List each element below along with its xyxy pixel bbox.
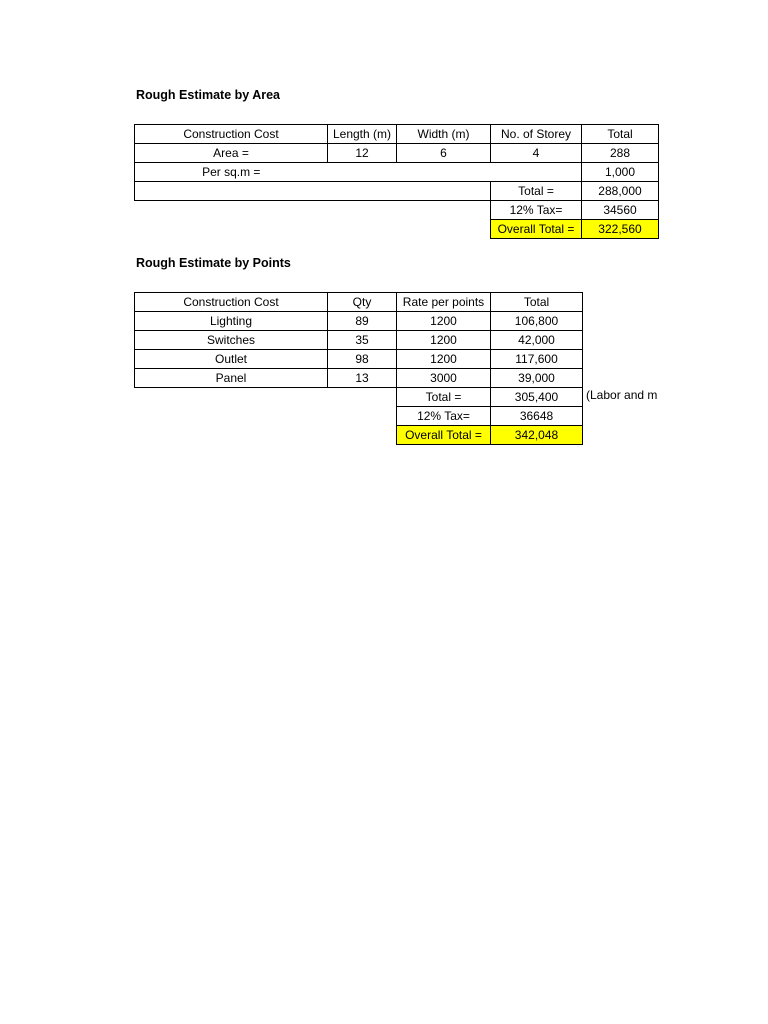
- item-rate: 3000: [397, 369, 491, 388]
- item-rate: 1200: [397, 331, 491, 350]
- total-empty: [135, 182, 491, 201]
- table-row: [135, 331, 583, 350]
- table-row: [135, 350, 583, 369]
- points-overall-value: 342,048: [491, 426, 583, 445]
- header-storey: No. of Storey: [491, 125, 582, 144]
- blank-cell: [135, 407, 397, 426]
- table-header-row: [135, 125, 659, 144]
- area-overall-value: 322,560: [582, 220, 659, 239]
- item-qty: 89: [328, 312, 397, 331]
- table-row: [135, 426, 583, 445]
- item-total: 39,000: [491, 369, 583, 388]
- header-rate: Rate per points: [397, 293, 491, 312]
- item-total: 106,800: [491, 312, 583, 331]
- area-total-label: Total =: [491, 182, 582, 201]
- points-total-value: 305,400: [491, 388, 583, 407]
- table-header-row: [135, 293, 583, 312]
- area-estimate-table: [134, 124, 659, 239]
- item-total: 42,000: [491, 331, 583, 350]
- item-name: Switches: [135, 331, 328, 350]
- header-length: Length (m): [328, 125, 397, 144]
- table-row: [135, 201, 659, 220]
- item-name: Outlet: [135, 350, 328, 369]
- per-sqm-value: 1,000: [582, 163, 659, 182]
- area-width: 6: [397, 144, 491, 163]
- points-tax-value: 36648: [491, 407, 583, 426]
- points-estimate-title: Rough Estimate by Points: [136, 256, 291, 270]
- area-overall-label: Overall Total =: [491, 220, 582, 239]
- item-qty: 35: [328, 331, 397, 350]
- header-total: Total: [582, 125, 659, 144]
- item-total: 117,600: [491, 350, 583, 369]
- table-row: [135, 182, 659, 201]
- item-rate: 1200: [397, 312, 491, 331]
- area-storey: 4: [491, 144, 582, 163]
- item-qty: 98: [328, 350, 397, 369]
- points-estimate-table: [134, 292, 583, 445]
- blank-cell: [135, 388, 397, 407]
- per-sqm-label: Per sq.m =: [135, 163, 328, 182]
- points-total-label: Total =: [397, 388, 491, 407]
- area-total-value: 288,000: [582, 182, 659, 201]
- table-row: [135, 388, 583, 407]
- item-name: Panel: [135, 369, 328, 388]
- blank-cell: [135, 220, 491, 239]
- area-tax-value: 34560: [582, 201, 659, 220]
- area-total: 288: [582, 144, 659, 163]
- header-qty: Qty: [328, 293, 397, 312]
- table-row: [135, 369, 583, 388]
- header-width: Width (m): [397, 125, 491, 144]
- header-construction-cost: Construction Cost: [135, 293, 328, 312]
- area-estimate-title: Rough Estimate by Area: [136, 88, 281, 102]
- table-row: [135, 220, 659, 239]
- table-row: [135, 312, 583, 331]
- item-qty: 13: [328, 369, 397, 388]
- header-total: Total: [491, 293, 583, 312]
- points-overall-label: Overall Total =: [397, 426, 491, 445]
- area-tax-label: 12% Tax=: [491, 201, 582, 220]
- table-row: [135, 407, 583, 426]
- item-name: Lighting: [135, 312, 328, 331]
- table-row: [135, 163, 659, 182]
- labor-note: (Labor and m: [586, 388, 658, 402]
- blank-cell: [135, 426, 397, 445]
- item-rate: 1200: [397, 350, 491, 369]
- table-row: [135, 144, 659, 163]
- area-length: 12: [328, 144, 397, 163]
- points-tax-label: 12% Tax=: [397, 407, 491, 426]
- blank-cell: [135, 201, 491, 220]
- area-label: Area =: [135, 144, 328, 163]
- header-construction-cost: Construction Cost: [135, 125, 328, 144]
- per-sqm-empty: [328, 163, 582, 182]
